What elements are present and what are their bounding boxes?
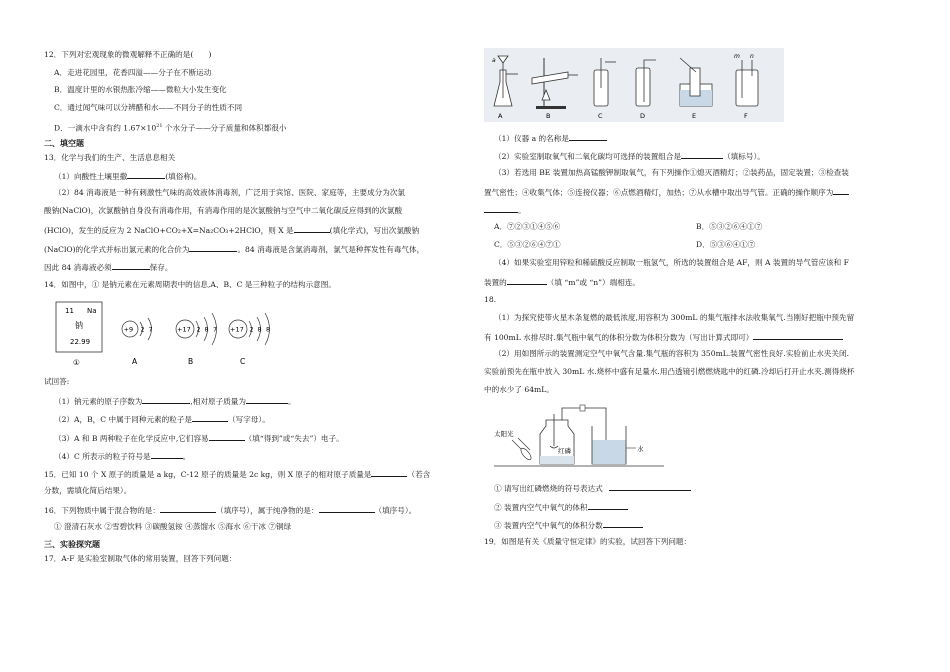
blank[interactable] [588,501,628,510]
apparatus-label-c: C [598,112,603,120]
atom-b-diagram [176,313,217,366]
q17-option-d: D．⑤③⑥④①⑦ [696,240,756,249]
q18-part2-line3: 中的水少了 64mL。 [484,385,554,394]
blank[interactable] [127,170,165,179]
section-fill-blank-heading: 二、填空题 [44,139,84,148]
q17-part3-line3: 。 [484,204,526,216]
card-atomic-mass: 22.99 [70,338,91,346]
blank[interactable] [209,432,245,441]
blank[interactable] [484,204,518,213]
q12-option-c: C．通过闻气味可以分辨醋和水——不同分子的性质不同 [54,103,243,112]
shell-electrons: 7 [148,325,153,334]
q18-part2-line2: 实验前预先在瓶中放入 30mL 水.烧杯中盛有足量水.用凸透镜引燃燃烧匙中的红磷.冷却后打开止水夹.测得烧杯 [484,367,855,376]
q17-part4-line2: 装置的 （填 “m”或 “n”）端相连。 [484,278,640,287]
q18-part1-line1: （1）为探究使带火星木条复燃的最低浓度,用容积为 300mL 的集气瓶排水法收集氧气.当刚好把瓶中预先留 [494,313,855,322]
shell-electrons: 8 [204,325,209,334]
q13-stem: 13．化学与我们的生产、生活息息相关 [44,153,176,162]
sunlight-label: 太阳光 [494,430,514,438]
atom-label: B [188,357,194,366]
q14-part1: （1）钠元素的原子序数为 ,相对原子质量为 。 [54,397,296,406]
nucleus-charge: +9 [123,325,134,334]
q14-part3: （3）A 和 B 两种粒子在化学反应中,它们容易 （填“得到”或“失去”）电子。 [54,434,344,443]
q13-part2-line1: （2）84 消毒液是一种有刺激性气味的高效液体消毒剂，广泛用于宾馆、医院、家庭等，主要成分为次氯 [54,188,406,197]
q17-apparatus-figure [484,48,784,122]
blank[interactable] [609,482,691,491]
q13-part2-line2: 酸钠(NaClO)，次氯酸钠自身没有消毒作用，有消毒作用的是次氯酸钠与空气中二氧化碳反应得到的次氯酸 [44,206,403,215]
q14-part2: （2）A，B，C 中属于同种元素的粒子是 （写字母）。 [54,415,270,424]
q17-option-b: B．⑤③②⑥④①⑦ [696,222,763,231]
q15-line1: 15．已知 10 个 X 原子的质量是 a kg，C-12 原子的质量是 2c kg，则 X 原子的相对原子质量是 （若含 [44,470,431,479]
clamp [580,405,585,411]
q18-number: 18. [484,295,497,304]
apparatus-label-b: B [546,112,551,120]
atom-label: A [132,357,138,366]
bottle-water [540,456,574,464]
q17-part3-line1: （3）若选用 BE 装置加热高锰酸钾制取氧气，有下列操作①熄灭酒精灯；②装药品，固定装置；③检查装 [494,168,849,177]
q16-items: ① 澄清石灰水 ②雪碧饮料 ③碳酸氢铵 ④蒸馏水 ⑤海水 ⑥干冰 ⑦铜绿 [54,522,292,531]
beaker-water [593,440,626,464]
blank[interactable] [569,132,607,141]
blank[interactable] [603,519,643,528]
shell-electrons: 2 [140,325,145,334]
atom-a-diagram [122,318,153,366]
q15-line2: 分数，需填化简后结果）。 [44,486,132,495]
nucleus-charge: +17 [177,325,191,334]
q12-option-b: B．温度计里的水银热胀冷缩——微粒大小发生变化 [54,85,227,94]
instrument-a-label: a [492,57,496,64]
port-m-label: m [734,53,740,60]
q18-sub3: ③ 装置内空气中氧气的体积分数 [484,519,643,531]
card-label: ① [73,358,80,367]
q13-part2-line4: (NaClO)的化学式并标出氯元素的化合价为 。84 消毒液是含氯消毒剂，氯气是种挥发性有毒气体， [44,245,425,254]
q12-stem: 12．下列对宏观现象的微观解释不正确的是( ) [44,50,212,59]
q14-stem: 14．如图中，① 是钠元素在元素周期表中的信息,A、B、C 是三种粒子的结构示意图。 [44,280,336,289]
q17-part4-line1: （4）如果实验室用锌粒和稀硫酸反应制取一瓶氢气，所选的装置组合是 AF，则 A 装置的导气管应该和 F [494,258,849,267]
atom-c-diagram [229,313,270,366]
q18-apparatus-figure [494,400,664,470]
port-n-label: n [750,53,754,60]
shell-electrons: 8 [266,325,271,334]
q13-part2-line5: 因此 84 消毒液必须 保存。 [44,263,173,272]
q12-option-a: A．走进花园里，花香四溢——分子在不断运动 [54,68,212,77]
card-symbol: Na [87,307,97,315]
q13-part2-line3: (HClO)，发生的反应为 2 NaClO+CO₂+X=Na₂CO₃+2HClO，则 X 是 (填化学式)，写出次氯酸钠 [44,226,420,235]
blank[interactable] [246,395,288,404]
q17-option-c: C．⑤③②⑥④⑦① [494,240,561,249]
apparatus-label-e: E [692,112,697,120]
water-label: 水 [637,445,644,453]
apparatus-label-a: A [498,112,503,120]
q14-answer-prompt: 试回答: [44,377,70,386]
convex-lens [519,447,533,462]
blank[interactable] [189,243,237,252]
section-experiment-heading: 三、实验探究题 [44,540,100,549]
blank[interactable] [192,413,228,422]
blank[interactable] [160,504,216,513]
shell-electrons: 7 [213,325,218,334]
blank[interactable] [112,261,150,270]
blank[interactable] [142,395,190,404]
shell-electrons: 2 [196,325,201,334]
q14-figure [52,298,302,368]
q17-part1: （1）仪器 a 的名称是 [484,132,607,144]
apparatus-label-d: D [640,112,646,120]
blank[interactable] [681,150,723,159]
q14-part4: （4）C 所表示的粒子符号是 。 [54,452,191,461]
card-atomic-number: 11 [65,307,74,315]
q13-part1: （1）向酸性土壤里撒 (填俗称)。 [54,172,202,181]
card-element-name: 钠 [75,321,83,330]
q17-stem: 17．A-F 是实验室制取气体的常用装置，回答下列问题： [44,554,237,563]
blank[interactable] [753,331,843,340]
blank[interactable] [294,224,330,233]
blank[interactable] [151,450,183,459]
shell-electrons: 2 [249,325,254,334]
red-phosphorus-label: 红磷 [558,447,571,455]
q19-stem: 19．如图是有关《质量守恒定律》的实验，试回答下列问题： [484,537,692,546]
q17-option-a: A．⑦②③①④⑤⑥ [494,222,561,231]
shell-electrons: 8 [257,325,262,334]
blank[interactable] [833,186,849,195]
blank[interactable] [371,468,407,477]
q18-sub1: ① 请写出红磷燃烧的符号表达式 [484,482,691,494]
atom-label: C [240,357,246,366]
nucleus-charge: +17 [230,325,244,334]
blank[interactable] [319,504,375,513]
q18-part1-line2: 有 100mL 水排尽时.集气瓶中氧气的体积分数为体积分数为（写出计算式即可） [484,331,843,343]
q18-part2-line1: （2）用如图所示的装置测定空气中氧气含量.集气瓶的容积为 350mL.装置气密性良好.实验前止水夹关闭. [494,349,849,358]
q16-line1: 16．下列物质中属于混合物的是： （填序号），属于纯净物的是： （填序号）。 [44,506,417,515]
apparatus-label-f: F [744,112,748,120]
q17-part2: （2）实验室制取氧气和二氧化碳均可选择的装置组合是 （填标号）。 [494,152,765,161]
q18-sub2: ② 装置内空气中氧气的体积 [484,501,628,513]
blank[interactable] [507,276,547,285]
q12-option-d: D．一滴水中含有约 $1.67\times 10^{21}$ 个水分子——分子质量和体积都很小 [54,123,287,133]
q17-part3-line2: 置气密性；④收集气体；⑤连接仪器；⑥点燃酒精灯，加热；⑦从水槽中取出导气管。正确的操作顺序为 [484,186,849,198]
